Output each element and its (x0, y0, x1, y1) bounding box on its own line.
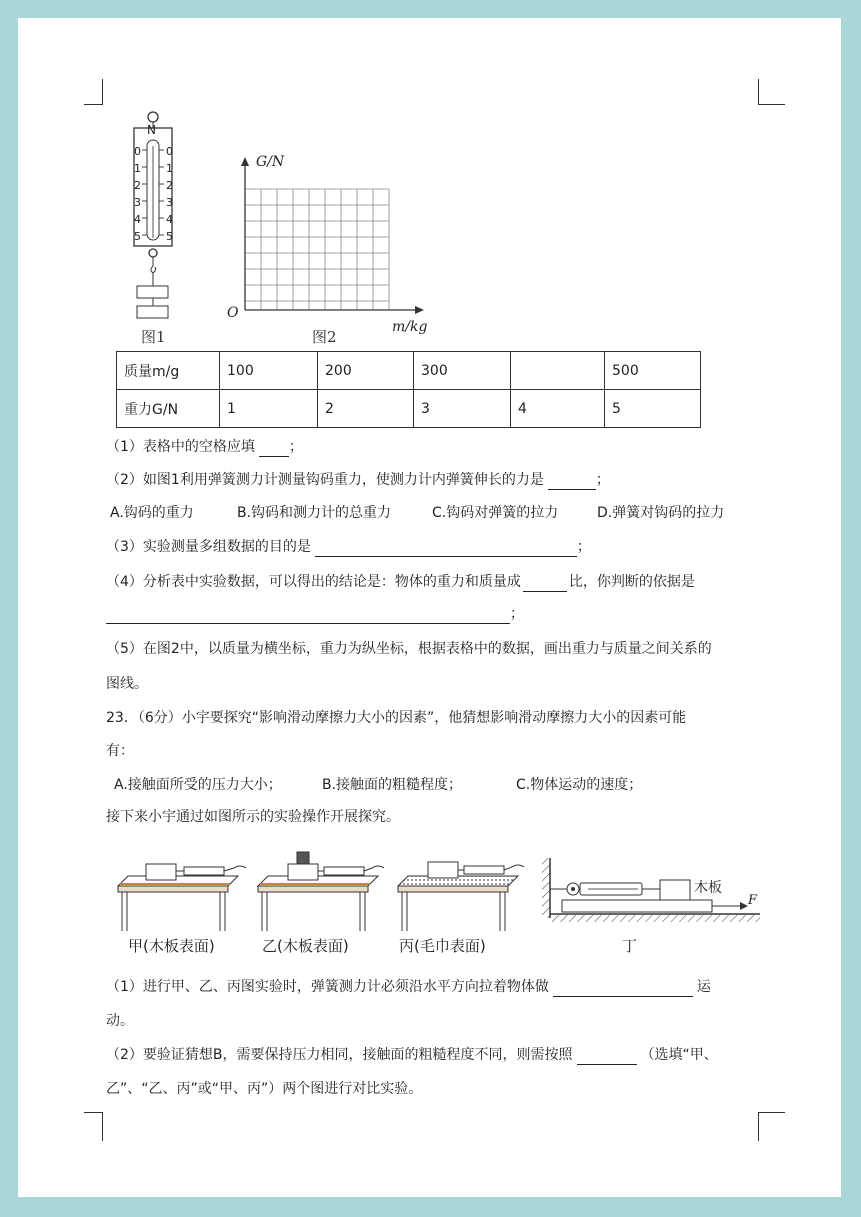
q22-part5: （5）在图2中，以质量为横坐标，重力为纵坐标，根据表格中的数据，画出重力与质量之间关系的 (106, 641, 712, 657)
friction-experiment-figures (110, 846, 770, 931)
table-cell: 4 (511, 390, 605, 428)
table-cell: 2 (318, 390, 414, 428)
crop-mark-top-right (758, 79, 785, 105)
q23-option-c: C.物体运动的速度； (516, 777, 643, 793)
q22-part4-line2: ； (106, 604, 524, 624)
table-cell-blank (511, 352, 605, 390)
q22-part4: （4）分析表中实验数据，可以得出的结论是：物体的重力和质量成 比，你判断的依据是 (106, 574, 695, 590)
crop-mark-top-left (84, 79, 103, 105)
answer-blank[interactable] (523, 577, 567, 592)
table-cell: 300 (414, 352, 511, 390)
q23-intro-line2: 有： (106, 743, 134, 759)
q22-part3: （3）实验测量多组数据的目的是 ； (106, 539, 591, 555)
q22-option-d: D.弹簧对钩码的拉力 (597, 505, 725, 521)
q22-part2: （2）如图1利用弹簧测力计测量钩码重力，使测力计内弹簧伸长的力是 ； (106, 472, 610, 488)
table-cell: 5 (605, 390, 701, 428)
table-cell: 1 (220, 390, 318, 428)
figure-1-caption: 图1 (141, 328, 166, 346)
q23-part1: （1）进行甲、乙、丙图实验时，弹簧测力计必须沿水平方向拉着物体做 运 (106, 979, 711, 995)
figure-2-caption: 图2 (312, 328, 337, 346)
q23-part2: （2）要验证猜想B，需要保持压力相同，接触面的粗糙程度不同，则需按照 （选填“甲、 (106, 1047, 718, 1063)
answer-blank[interactable] (315, 542, 577, 557)
graph-grid (236, 155, 426, 320)
table-cell: 500 (605, 352, 701, 390)
q23-intro: 23．（6分）小宇要探究“影响滑动摩擦力大小的因素”，他猜想影响滑动摩擦力大小的因素可能 (106, 710, 687, 726)
answer-blank[interactable] (548, 475, 596, 490)
q23-option-b: B.接触面的粗糙程度； (322, 777, 463, 793)
table-row (117, 352, 701, 390)
q22-part5-line2: 图线。 (106, 676, 148, 692)
answer-blank[interactable] (259, 442, 289, 457)
table-header-cell: 重力G/N (117, 390, 220, 428)
table-cell: 100 (220, 352, 318, 390)
table-cell: 3 (414, 390, 511, 428)
setup-bing (398, 862, 524, 931)
scale-labels-right: 0 1 2 3 4 5 (166, 145, 173, 243)
caption-jia: 甲(木板表面) (128, 937, 215, 955)
q23-part2-line2: 乙”、“乙、丙”或“甲、丙”）两个图进行对比实验。 (106, 1081, 423, 1097)
graph-y-label: G/N (256, 154, 285, 170)
force-label: F (748, 893, 758, 908)
ding-board-label: 木板 (694, 880, 722, 896)
caption-ding: 丁 (622, 937, 638, 955)
setup-yi (258, 852, 384, 931)
crop-mark-bottom-right (758, 1112, 785, 1141)
q23-option-a: A.接触面所受的压力大小； (114, 777, 282, 793)
q22-option-b: B.钩码和测力计的总重力 (237, 505, 392, 521)
scale-labels-left: 0 1 2 3 4 5 (134, 145, 141, 243)
table-cell: 200 (318, 352, 414, 390)
graph-x-label: m/kg (392, 319, 428, 335)
answer-blank[interactable] (106, 609, 510, 624)
table-row (117, 390, 701, 428)
q22-option-c: C.钩码对弹簧的拉力 (432, 505, 559, 521)
answer-blank[interactable] (577, 1050, 637, 1065)
mass-gravity-table (116, 351, 701, 428)
scale-unit: N (147, 123, 156, 137)
crop-mark-bottom-left (84, 1112, 103, 1141)
q22-part1: （1）表格中的空格应填 ； (106, 439, 303, 455)
graph-origin: O (227, 305, 239, 321)
caption-yi: 乙(木板表面) (262, 937, 349, 955)
answer-blank[interactable] (553, 982, 693, 997)
setup-ding (542, 858, 760, 922)
caption-bing: 丙(毛巾表面) (399, 937, 486, 955)
q23-part1-line2: 动。 (106, 1013, 134, 1029)
setup-jia (118, 864, 246, 931)
table-header-cell: 质量m/g (117, 352, 220, 390)
q23-next: 接下来小宇通过如图所示的实验操作开展探究。 (106, 809, 400, 825)
q22-option-a: A.钩码的重力 (110, 505, 194, 521)
